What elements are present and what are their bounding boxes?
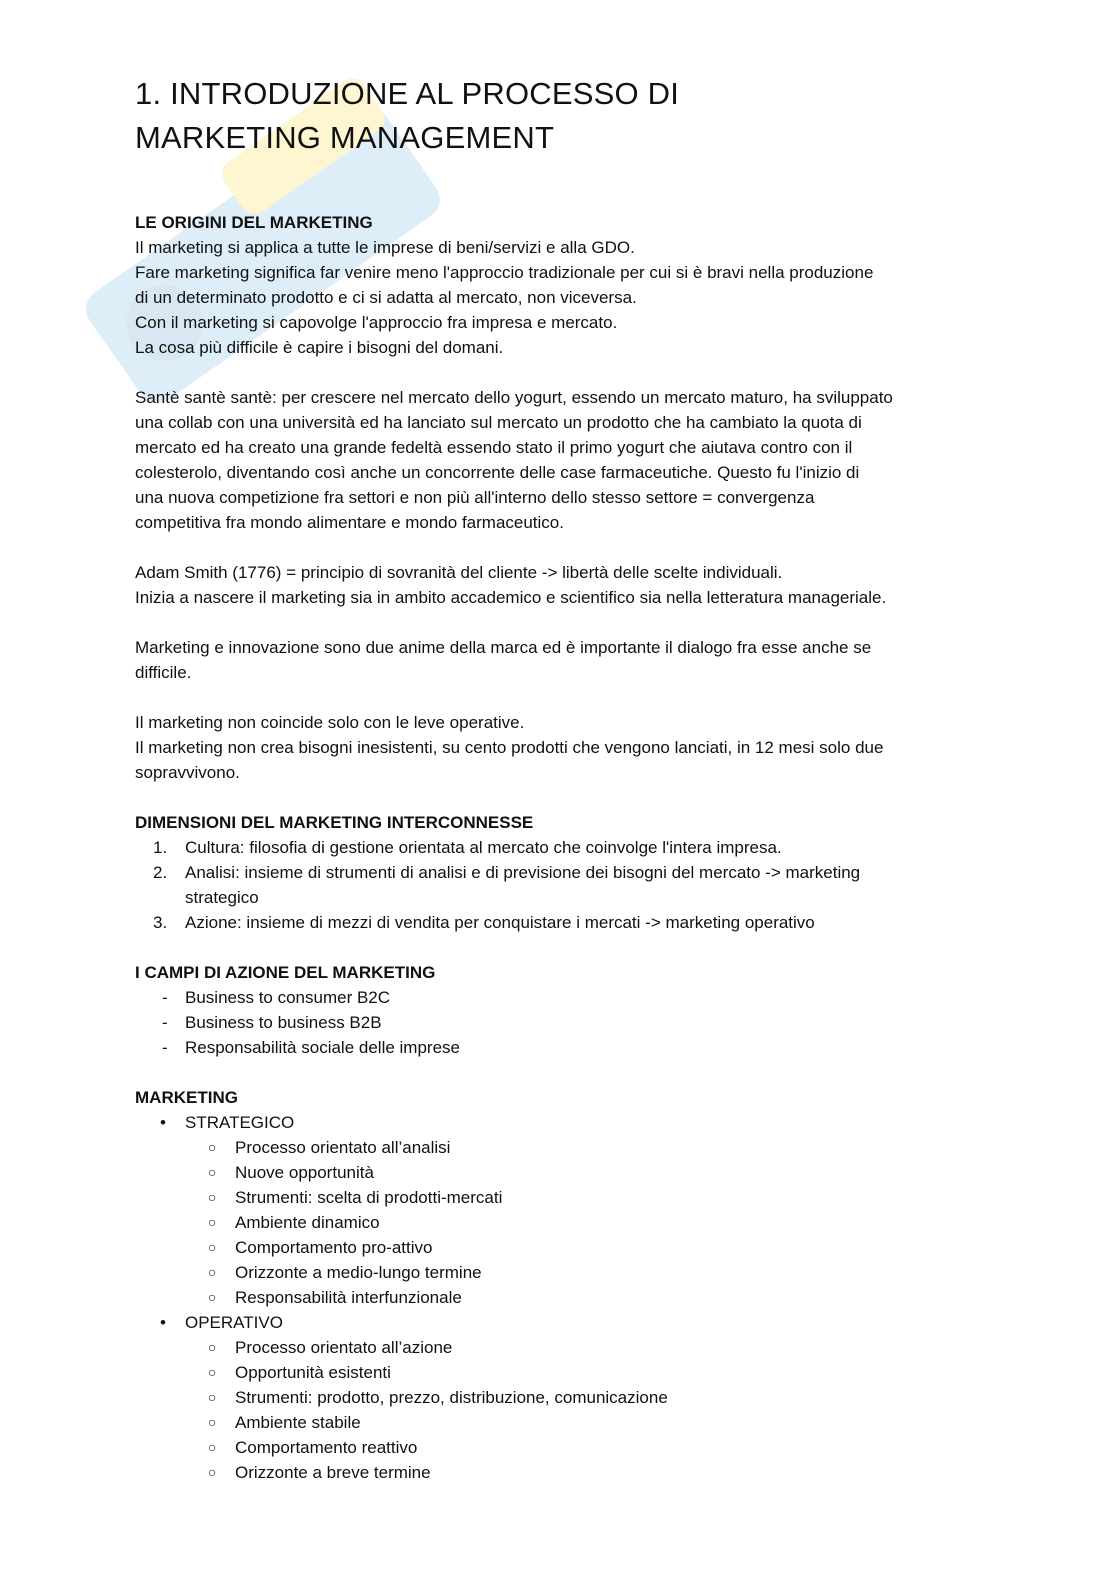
list-item [135,1160,985,1185]
bullet-list [135,1110,985,1485]
title-line-1: 1. INTRODUZIONE AL PROCESSO DI [135,76,680,111]
list-item-text: Processo orientato all’analisi [235,1138,451,1157]
paragraph-line: difficile. [135,663,192,682]
list-item [135,1410,985,1435]
paragraph-line: Santè santè santè: per crescere nel mercato dello yogurt, essendo un mercato maturo, ha sviluppato [135,388,893,407]
list-item [135,860,985,910]
list-item [135,1360,985,1385]
list-item-text: Strumenti: prodotto, prezzo, distribuzione, comunicazione [235,1388,668,1407]
circle-bullet-marker: ○ [208,1364,217,1380]
circle-bullet-marker: ○ [208,1164,217,1180]
paragraph-line: Adam Smith (1776) = principio di sovranità del cliente -> libertà delle scelte individuali. [135,563,783,582]
title-line-2: MARKETING MANAGEMENT [135,120,555,155]
list-item [135,1435,985,1460]
list-item-text: Cultura: filosofia di gestione orientata al mercato che coinvolge l'intera impresa. [185,838,782,857]
circle-bullet-marker: ○ [208,1464,217,1480]
heading-campi: I CAMPI DI AZIONE DEL MARKETING [135,963,436,982]
list-item [135,1135,985,1160]
document-page [135,72,985,1485]
list-item-text: Comportamento pro-attivo [235,1238,433,1257]
circle-bullet-marker: ○ [208,1439,217,1455]
list-item [135,1235,985,1260]
heading-origini: LE ORIGINI DEL MARKETING [135,213,373,232]
list-number: 1. [153,838,168,857]
paragraph-line: una collab con una università ed ha lanciato sul mercato un prodotto che ha cambiato la quota di [135,413,862,432]
circle-bullet-marker: ○ [208,1389,217,1405]
bullet-marker: • [160,1113,166,1132]
paragraph-line: mercato ed ha creato una grande fedeltà essendo stato il primo yogurt che aiutava contro con il [135,438,853,457]
paragraph-line: Fare marketing significa far venire meno l'approccio tradizionale per cui si è bravi nella produzione [135,263,874,282]
list-item [135,1335,985,1360]
list-item [135,910,985,935]
circle-bullet-marker: ○ [208,1339,217,1355]
list-item-text: Analisi: insieme di strumenti di analisi e di previsione dei bisogni del mercato -> marketing [185,863,861,882]
list-item [135,1460,985,1485]
dash-marker: - [162,1038,168,1057]
list-item [135,1285,985,1310]
paragraph-line: La cosa più difficile è capire i bisogni del domani. [135,338,504,357]
circle-bullet-marker: ○ [208,1264,217,1280]
dash-marker: - [162,988,168,1007]
dash-list [135,985,985,1060]
list-item-text: Opportunità esistenti [235,1363,391,1382]
numbered-list [135,835,985,935]
circle-bullet-marker: ○ [208,1189,217,1205]
list-item [135,1385,985,1410]
list-item-text: Ambiente dinamico [235,1213,380,1232]
page-title [135,72,985,160]
list-item [135,1010,985,1035]
circle-bullet-marker: ○ [208,1414,217,1430]
list-item-text: Business to consumer B2C [185,988,391,1007]
list-item [135,835,985,860]
paragraph-line: Marketing e innovazione sono due anime della marca ed è importante il dialogo fra esse anche se [135,638,872,657]
list-item-strategico [135,1110,985,1135]
dash-marker: - [162,1013,168,1032]
list-item-text: Ambiente stabile [235,1413,361,1432]
list-item-text: Azione: insieme di mezzi di vendita per conquistare i mercati -> marketing operativo [185,913,815,932]
paragraph-line: sopravvivono. [135,763,240,782]
paragraph-line: di un determinato prodotto e ci si adatta al mercato, non viceversa. [135,288,637,307]
list-number: 3. [153,913,168,932]
list-item-text: Responsabilità sociale delle imprese [185,1038,460,1057]
paragraph-line: Con il marketing si capovolge l'approccio fra impresa e mercato. [135,313,618,332]
list-item [135,1260,985,1285]
list-item-operativo [135,1310,985,1335]
paragraph-line: una nuova competizione fra settori e non più all'interno dello stesso settore = convergenza [135,488,815,507]
list-item-text: Business to business B2B [185,1013,382,1032]
paragraph-line: colesterolo, diventando così anche un concorrente delle case farmaceutiche. Questo fu l'inizio di [135,463,860,482]
paragraph-line: Il marketing non crea bisogni inesistenti, su cento prodotti che vengono lanciati, in 12 mesi solo due [135,738,884,757]
list-item-text: strategico [185,888,259,907]
list-item-text: Orizzonte a medio-lungo termine [235,1263,482,1282]
paragraph-line: Inizia a nascere il marketing sia in ambito accademico e scientifico sia nella letteratura manageriale. [135,588,887,607]
list-item [135,985,985,1010]
paragraph-line: competitiva fra mondo alimentare e mondo farmaceutico. [135,513,564,532]
list-item [135,1185,985,1210]
circle-bullet-marker: ○ [208,1239,217,1255]
list-number: 2. [153,863,168,882]
circle-bullet-marker: ○ [208,1289,217,1305]
group-label: OPERATIVO [185,1313,283,1332]
list-item-text: Strumenti: scelta di prodotti-mercati [235,1188,503,1207]
list-item-text: Nuove opportunità [235,1163,374,1182]
list-item-text: Orizzonte a breve termine [235,1463,431,1482]
paragraph-line: Il marketing si applica a tutte le imprese di beni/servizi e alla GDO. [135,238,635,257]
list-item [135,1035,985,1060]
heading-dimensioni: DIMENSIONI DEL MARKETING INTERCONNESSE [135,813,534,832]
list-item-text: Comportamento reattivo [235,1438,418,1457]
bullet-marker: • [160,1313,166,1332]
circle-bullet-marker: ○ [208,1214,217,1230]
circle-bullet-marker: ○ [208,1139,217,1155]
list-item-text: Processo orientato all’azione [235,1338,453,1357]
group-label: STRATEGICO [185,1113,295,1132]
list-item [135,1210,985,1235]
list-item-text: Responsabilità interfunzionale [235,1288,462,1307]
heading-marketing: MARKETING [135,1088,238,1107]
paragraph-line: Il marketing non coincide solo con le leve operative. [135,713,525,732]
